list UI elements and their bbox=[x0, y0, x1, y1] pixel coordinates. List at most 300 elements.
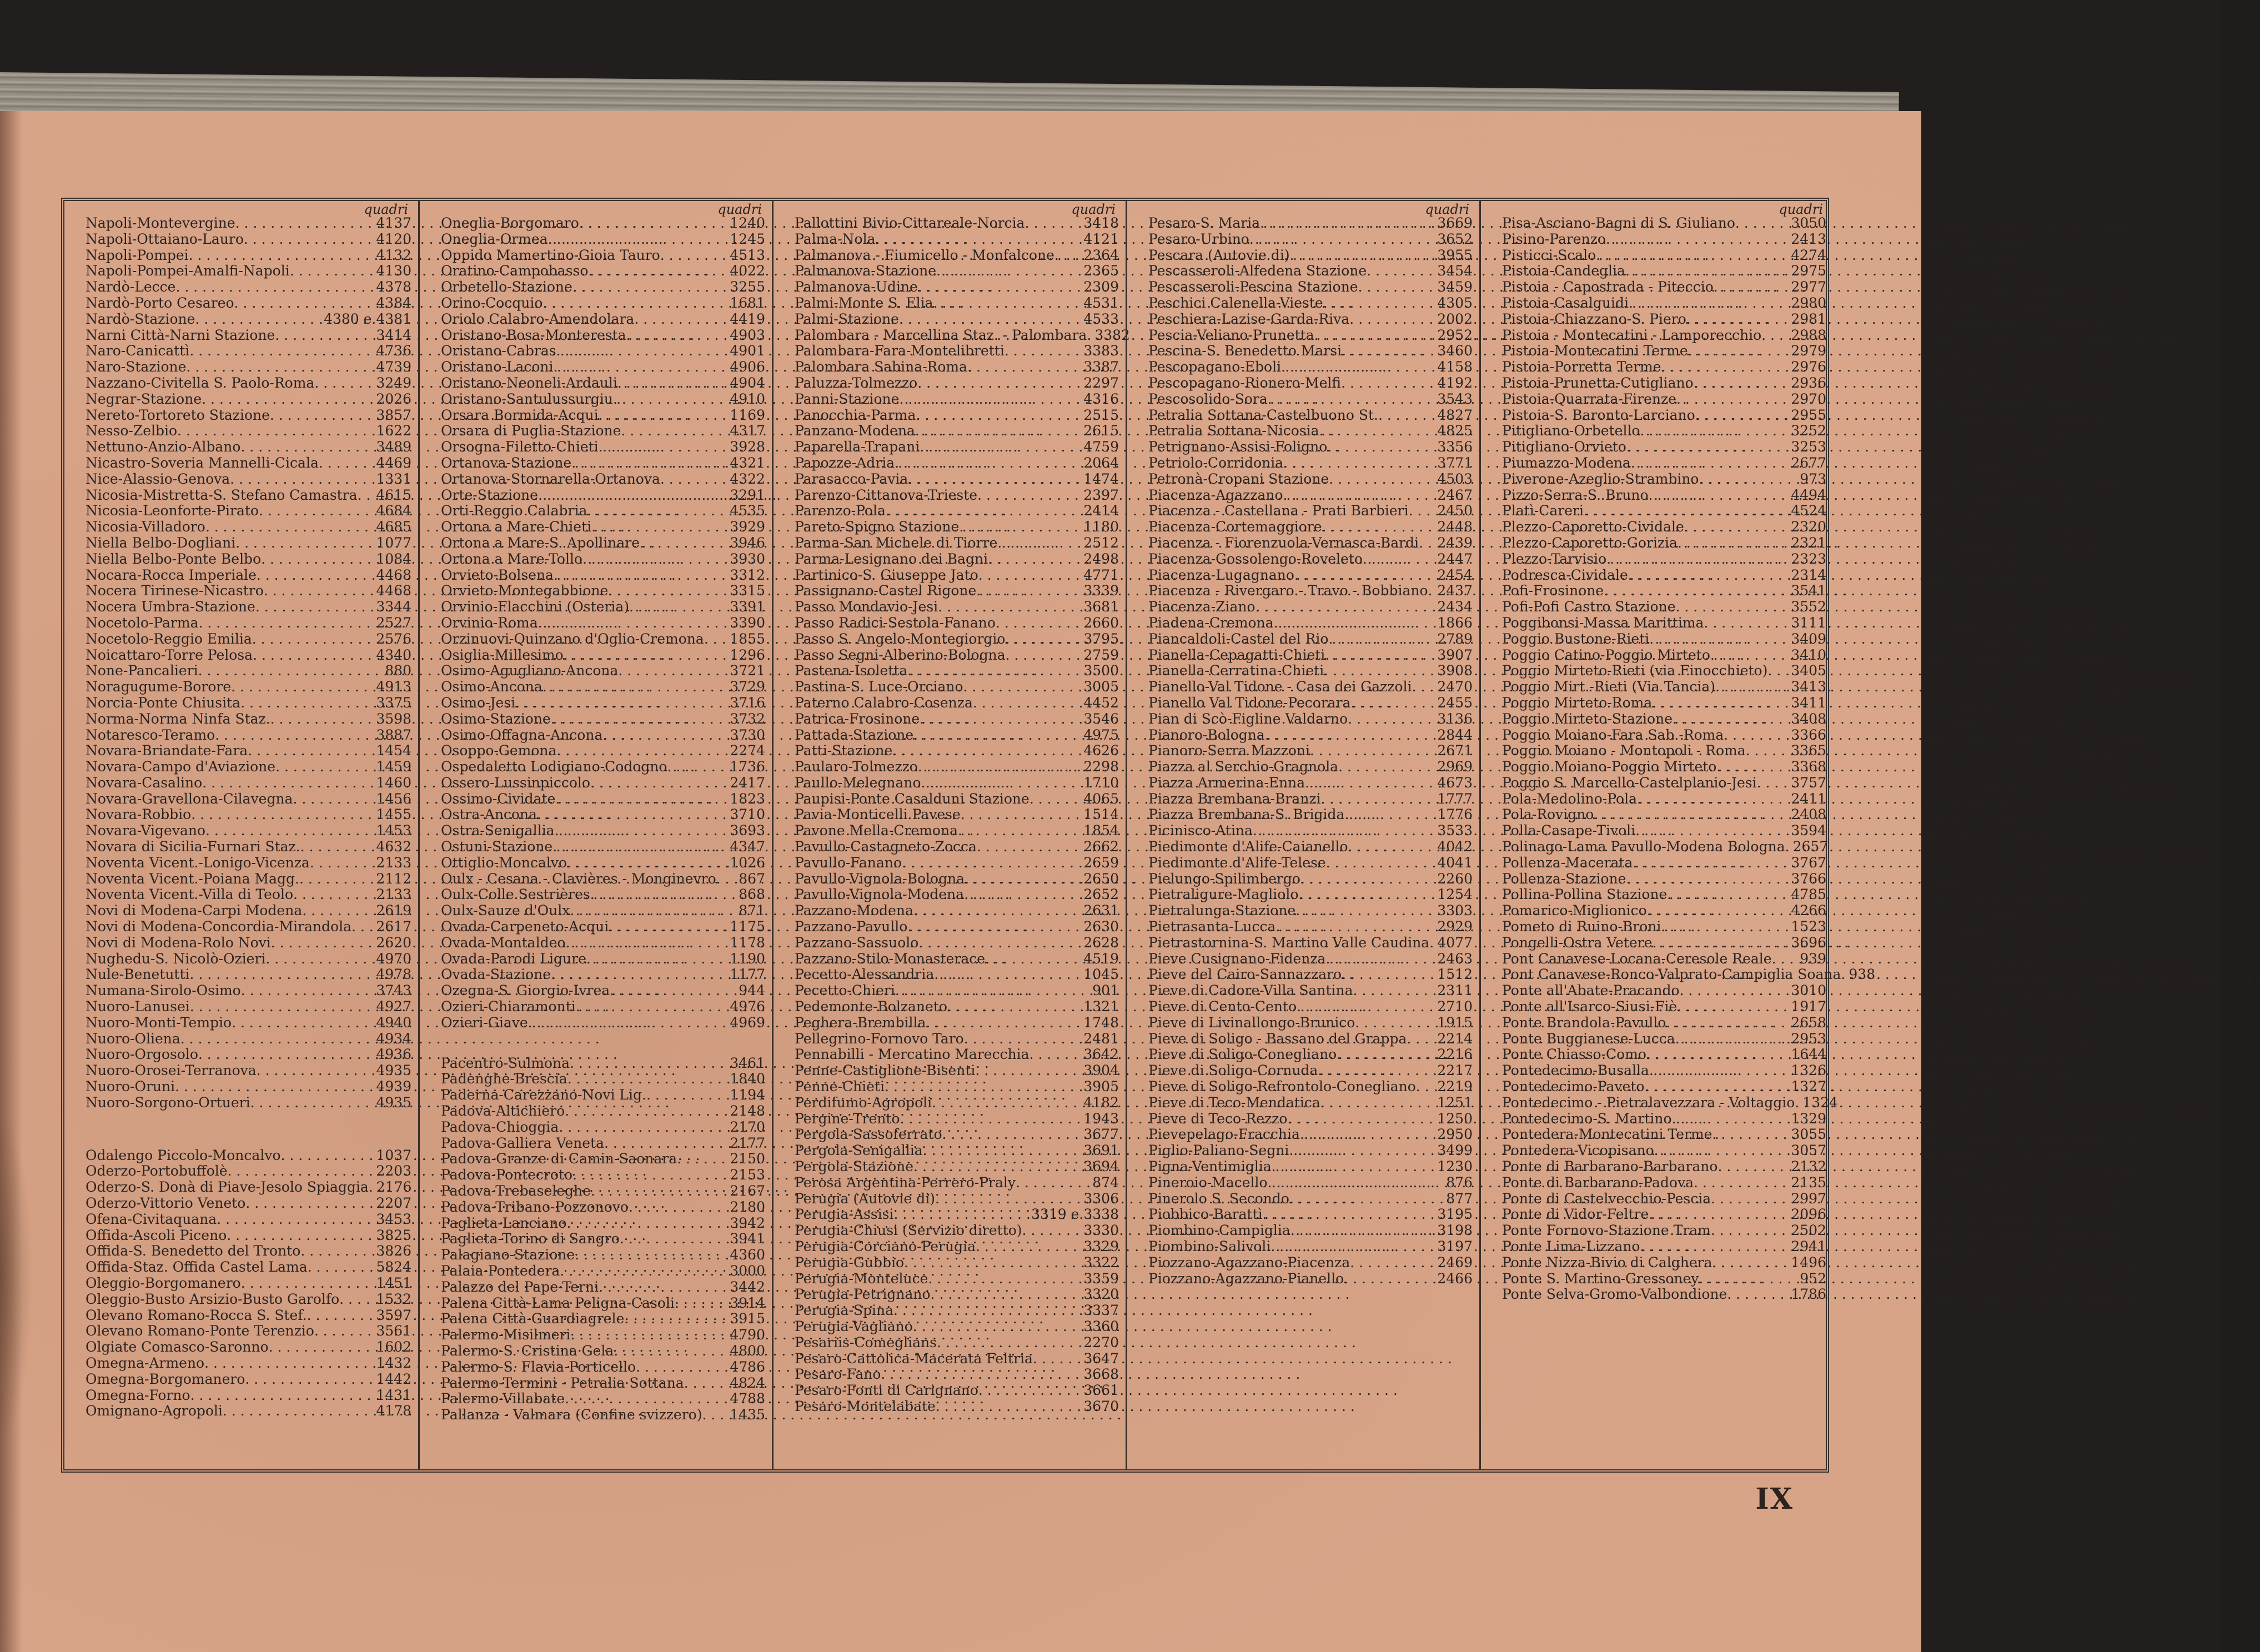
dot-leader bbox=[1263, 1207, 1435, 1223]
dot-leader bbox=[537, 807, 727, 823]
table-number: 3887 bbox=[376, 726, 411, 743]
table-number: 3766 bbox=[1791, 870, 1826, 887]
route-name: Nardò-Stazione bbox=[86, 310, 195, 327]
table-number: 3594 bbox=[1791, 822, 1826, 839]
dot-leader bbox=[205, 519, 374, 535]
dot-leader bbox=[626, 328, 728, 344]
route-name: Pollina-Pollina Stazione bbox=[1502, 886, 1668, 903]
index-entry bbox=[1502, 615, 1826, 631]
index-entry bbox=[1148, 823, 1473, 839]
index-entry bbox=[441, 232, 765, 248]
dot-leader bbox=[300, 1243, 374, 1259]
route-name: Pisino-Parenzo bbox=[1502, 230, 1606, 247]
route-name: Pontedera-Montecatini Terme bbox=[1502, 1126, 1712, 1143]
dot-leader bbox=[920, 439, 1081, 455]
dot-leader bbox=[1715, 679, 1789, 695]
route-name: Notaresco-Teramo bbox=[86, 726, 215, 743]
route-name: Osimo-Jesi bbox=[441, 694, 516, 711]
index-entry bbox=[795, 423, 1119, 439]
dot-leader bbox=[599, 439, 728, 455]
dot-leader bbox=[1274, 615, 1435, 631]
index-entry bbox=[441, 1103, 765, 1119]
table-number: 1169 bbox=[730, 406, 765, 423]
table-number: 3344 bbox=[376, 599, 411, 615]
dot-leader bbox=[1767, 663, 1789, 679]
dot-leader bbox=[1772, 951, 1798, 967]
index-entry bbox=[1502, 359, 1826, 375]
table-number: 3050 bbox=[1791, 215, 1826, 231]
index-entry bbox=[1148, 215, 1473, 232]
route-name: Petralia Sottana-Castelbuono St. bbox=[1148, 406, 1378, 423]
route-name: Ostuni-Stazione bbox=[441, 838, 553, 855]
route-name: Paluzza-Tolmezzo bbox=[795, 374, 918, 391]
dot-leader bbox=[1342, 967, 1435, 983]
index-entry bbox=[441, 1071, 765, 1087]
table-number: 2941 bbox=[1791, 1238, 1826, 1254]
route-name: Piobbico-Barattì bbox=[1148, 1206, 1263, 1223]
table-number: 4513 bbox=[730, 247, 765, 263]
table-number: 3721 bbox=[730, 662, 765, 679]
dot-leader bbox=[1249, 232, 1435, 248]
index-entry bbox=[1502, 583, 1826, 599]
index-entry bbox=[795, 1159, 1119, 1175]
table-number: 3757 bbox=[1791, 774, 1826, 791]
dot-leader bbox=[293, 887, 374, 903]
route-name: Oulx-Sauze d'Oulx bbox=[441, 902, 570, 919]
route-name: Pianoro-Bologna bbox=[1148, 726, 1265, 743]
route-name: Ozieri-Chiaramonti bbox=[441, 998, 576, 1015]
index-entry bbox=[1148, 263, 1473, 279]
route-name: Passo Segni-Alberino-Bologna bbox=[795, 646, 1006, 663]
dot-leader bbox=[271, 935, 374, 951]
table-number: 2064 bbox=[1083, 454, 1119, 471]
route-name: Pieve di Livinallongo-Brunico bbox=[1148, 1014, 1355, 1031]
index-entry bbox=[1502, 519, 1826, 535]
route-name: Osimo-Agugliano-Ancona bbox=[441, 662, 619, 679]
table-number: 4825 bbox=[1437, 423, 1473, 439]
dot-leader bbox=[1289, 1191, 1444, 1207]
table-number: 4340 bbox=[376, 646, 411, 663]
route-name: Pievepelago-Fracchia bbox=[1148, 1126, 1300, 1143]
index-entry bbox=[441, 935, 765, 951]
dot-leader bbox=[975, 1063, 1081, 1079]
table-number: 2936 bbox=[1791, 374, 1826, 391]
table-number: 3391 bbox=[730, 599, 765, 615]
dot-leader bbox=[202, 775, 374, 791]
table-number: 4934 bbox=[376, 1030, 411, 1047]
dot-leader bbox=[621, 423, 727, 439]
index-entry bbox=[1148, 887, 1473, 903]
table-number: 3320 bbox=[1083, 1286, 1119, 1303]
dot-leader bbox=[1714, 279, 1789, 295]
dot-leader bbox=[985, 951, 1081, 967]
route-name: Perugia-Vagliano bbox=[795, 1318, 913, 1334]
index-entry bbox=[441, 343, 765, 359]
dot-leader bbox=[967, 359, 1081, 375]
index-entry bbox=[441, 919, 765, 935]
index-entry bbox=[86, 807, 411, 823]
index-entry bbox=[441, 1247, 765, 1263]
index-column-4 bbox=[1126, 201, 1479, 1469]
table-number: 4935 bbox=[376, 1062, 411, 1079]
route-name: Novi di Modena-Carpi Modena bbox=[86, 902, 303, 919]
route-name: Padova-Galliera Veneta bbox=[441, 1134, 604, 1151]
index-entry bbox=[1148, 535, 1473, 551]
table-number: 1786 bbox=[1791, 1286, 1826, 1303]
index-entry bbox=[1148, 439, 1473, 455]
route-name: Nicosia-Mistretta-S. Stefano Camastra bbox=[86, 486, 358, 503]
table-number: 1331 bbox=[376, 470, 411, 487]
index-entry bbox=[795, 471, 1119, 488]
table-number: 3319 e 3338 bbox=[1031, 1206, 1119, 1223]
route-name: Ossero-Lussinpiccolo bbox=[441, 774, 590, 791]
dot-leader bbox=[1320, 1095, 1435, 1111]
table-number: 4771 bbox=[1083, 566, 1119, 583]
index-entry bbox=[441, 775, 765, 791]
table-number: 2176 bbox=[376, 1179, 412, 1196]
dot-leader bbox=[704, 631, 728, 647]
dot-leader bbox=[1626, 871, 1789, 887]
route-name: Poggio Mirteto-Stazione bbox=[1502, 710, 1673, 727]
dot-leader bbox=[917, 375, 1081, 391]
table-number: 4384 bbox=[376, 294, 411, 311]
index-entry bbox=[1502, 1175, 1826, 1191]
table-number: 3414 bbox=[376, 327, 411, 343]
route-name: Pescara (Autovie di) bbox=[1148, 247, 1290, 263]
route-name: Olevano Romano-Ponte Terenzio bbox=[86, 1323, 314, 1339]
dot-leader bbox=[1319, 423, 1435, 439]
route-name: Olevano Romano-Rocca S. Stef. bbox=[86, 1307, 307, 1323]
route-name: Poggio Mirteto-Roma bbox=[1502, 694, 1653, 711]
dot-leader bbox=[275, 759, 374, 775]
index-entry bbox=[1502, 1239, 1826, 1255]
dot-leader bbox=[1673, 711, 1789, 727]
route-name: Paparella-Trapani bbox=[795, 439, 920, 455]
dot-leader bbox=[252, 631, 374, 647]
table-number: 4519 bbox=[1083, 950, 1119, 967]
route-name: Ponte Nizza-Bivio di Calghera bbox=[1502, 1254, 1712, 1271]
table-number: 3825 bbox=[376, 1227, 411, 1243]
table-number: 2411 bbox=[1791, 790, 1826, 807]
dot-leader bbox=[1584, 503, 1789, 519]
table-number: 3914 bbox=[730, 1294, 765, 1311]
route-name: Pergola-Sassoferrato bbox=[795, 1126, 942, 1143]
dot-leader bbox=[634, 312, 727, 328]
table-number: 3136 bbox=[1437, 710, 1473, 727]
route-name: Offida-Staz. Offida Castel Lama bbox=[86, 1259, 308, 1276]
route-name: Nule-Benetutti bbox=[86, 966, 190, 983]
route-name: Peschici Calenella-Vieste bbox=[1148, 294, 1323, 311]
route-name: Polla-Casape-Tivoli bbox=[1502, 822, 1636, 839]
dot-leader bbox=[1338, 759, 1435, 775]
index-entry bbox=[1502, 743, 1826, 759]
index-entry bbox=[441, 647, 765, 664]
index-entry bbox=[1502, 919, 1826, 935]
table-number: 2321 bbox=[1791, 534, 1826, 551]
route-name: Piombino-Salivoli bbox=[1148, 1238, 1271, 1254]
table-number: 4041 bbox=[1437, 854, 1473, 871]
route-name: Pian di Scò-Figline Valdarno bbox=[1148, 710, 1348, 727]
dot-leader bbox=[1295, 903, 1435, 919]
table-number: 4759 bbox=[1083, 439, 1119, 455]
column-rows bbox=[795, 215, 1130, 1415]
table-number: 4935 bbox=[376, 1094, 411, 1111]
table-number: 2481 bbox=[1083, 1030, 1119, 1047]
table-number: 3312 bbox=[730, 566, 765, 583]
dot-leader bbox=[190, 999, 374, 1015]
dot-leader bbox=[587, 503, 727, 519]
dot-leader bbox=[1287, 1111, 1435, 1127]
index-entry bbox=[1148, 1079, 1473, 1095]
route-name: Piverone-Azeglio-Strambino bbox=[1502, 470, 1699, 487]
index-entry bbox=[441, 999, 765, 1015]
route-name: Piacenza-Lugagnano bbox=[1148, 566, 1294, 583]
dot-leader bbox=[684, 1375, 728, 1392]
route-name: Pistoia-Porretta Terme bbox=[1502, 359, 1661, 375]
table-number: 2214 bbox=[1437, 1030, 1473, 1047]
route-name: Palmanova-Udine bbox=[795, 279, 918, 295]
dot-leader bbox=[1640, 423, 1789, 439]
index-entry bbox=[795, 759, 1119, 775]
index-entry bbox=[441, 823, 765, 839]
dot-leader bbox=[555, 823, 728, 839]
dot-leader bbox=[1355, 1015, 1435, 1031]
table-number: 1455 bbox=[376, 806, 411, 823]
index-entry bbox=[1502, 983, 1826, 999]
route-name: Palombara Sabina-Roma bbox=[795, 359, 968, 375]
dot-leader bbox=[640, 535, 727, 551]
dot-leader bbox=[244, 232, 374, 248]
route-name: Palmanova - Fiumicello - Monfalcone bbox=[795, 247, 1054, 263]
index-entry bbox=[86, 375, 411, 391]
route-name: Piacenza-Agazzano bbox=[1148, 486, 1283, 503]
table-number: 2576 bbox=[376, 630, 411, 647]
table-number: 3942 bbox=[730, 1214, 765, 1231]
table-number: 2619 bbox=[376, 902, 411, 919]
table-number: 4077 bbox=[1437, 934, 1473, 951]
dot-leader bbox=[1290, 1223, 1435, 1239]
index-entry bbox=[1502, 1079, 1826, 1095]
index-entry bbox=[441, 1183, 765, 1199]
route-name: Pisa-Asciano-Bagni di S. Giuliano bbox=[1502, 215, 1735, 231]
route-name: Oristano-Santulussurgiu bbox=[441, 390, 614, 407]
table-number: 3946 bbox=[730, 534, 765, 551]
index-entry bbox=[1148, 1015, 1473, 1031]
table-number: 2955 bbox=[1791, 406, 1826, 423]
dot-leader bbox=[1649, 1207, 1789, 1223]
table-number: 2975 bbox=[1791, 263, 1826, 279]
table-number: 4533 bbox=[1083, 310, 1119, 327]
index-entry bbox=[441, 679, 765, 695]
dot-leader bbox=[299, 871, 374, 887]
table-number: 4800 bbox=[730, 1342, 765, 1359]
dot-leader bbox=[1255, 599, 1435, 615]
table-number: 1523 bbox=[1791, 918, 1826, 935]
table-number: 2950 bbox=[1437, 1126, 1473, 1143]
column-header: quadri bbox=[364, 202, 408, 217]
table-number: 1644 bbox=[1791, 1046, 1826, 1063]
table-number: 4468 bbox=[376, 583, 411, 599]
route-name: Piancaldoli-Castel del Rio bbox=[1148, 630, 1329, 647]
index-entry bbox=[1502, 375, 1826, 391]
table-number: 2413 bbox=[1791, 230, 1826, 247]
table-number: 4321 bbox=[730, 454, 765, 471]
route-name: Pieve di Teco-Rezzo bbox=[1148, 1110, 1288, 1127]
table-number: 4903 bbox=[730, 327, 765, 343]
index-entry bbox=[795, 839, 1119, 855]
index-entry bbox=[1148, 935, 1473, 951]
dot-leader bbox=[1711, 1191, 1789, 1207]
table-number: 1456 bbox=[376, 790, 411, 807]
route-name: Ponte Buggianese-Lucca bbox=[1502, 1030, 1675, 1047]
index-entry bbox=[1502, 551, 1826, 568]
table-number: 4130 bbox=[376, 263, 411, 279]
route-name: Pianello-Val Tidone - Casa dei Gazzoli bbox=[1148, 679, 1412, 695]
dot-leader bbox=[936, 1399, 1081, 1415]
index-entry bbox=[795, 1063, 1119, 1079]
dot-leader bbox=[976, 583, 1081, 599]
table-number: 3442 bbox=[730, 1278, 765, 1295]
index-entry bbox=[795, 823, 1119, 839]
route-name: Oulx - Cesana - Clavières - Monginevro bbox=[441, 870, 716, 887]
route-name: Oratino-Campobasso bbox=[441, 263, 589, 279]
index-entry bbox=[441, 263, 765, 279]
index-entry bbox=[1502, 503, 1826, 519]
table-number: 3461 bbox=[730, 1055, 765, 1071]
table-number: 2270 bbox=[1083, 1334, 1119, 1350]
index-entry bbox=[441, 1151, 765, 1167]
route-name: Ovada-Stazione bbox=[441, 966, 551, 983]
index-entry bbox=[441, 439, 765, 455]
route-name: Norma-Norma Ninfa Staz. bbox=[86, 710, 270, 727]
table-number: 1710 bbox=[1083, 774, 1119, 791]
table-number: 3929 bbox=[730, 519, 765, 535]
table-number: 4736 bbox=[376, 343, 411, 359]
dot-leader bbox=[566, 1216, 727, 1232]
dot-leader bbox=[275, 328, 374, 344]
route-name: Paglieta-Torino di Sangro bbox=[441, 1231, 620, 1247]
index-entry bbox=[1502, 599, 1826, 615]
route-name: Piazza Brembana-Branzi bbox=[1148, 790, 1321, 807]
dot-leader bbox=[1761, 328, 1789, 344]
dot-leader bbox=[1344, 1271, 1435, 1287]
route-name: Pennabilli - Mercatino Marecchia bbox=[795, 1046, 1029, 1063]
dot-leader bbox=[1661, 359, 1789, 375]
dot-leader bbox=[1686, 312, 1789, 328]
index-entry bbox=[441, 967, 765, 983]
dot-leader bbox=[553, 359, 727, 375]
table-number: 4939 bbox=[376, 1078, 411, 1095]
dot-leader bbox=[205, 823, 374, 839]
table-number: 3453 bbox=[376, 1211, 411, 1227]
section-gap bbox=[86, 1111, 411, 1123]
dot-leader bbox=[904, 1255, 1081, 1271]
table-number: 1866 bbox=[1437, 614, 1473, 631]
table-number: 3661 bbox=[1083, 1382, 1119, 1399]
route-name: Nicosia-Villadoro bbox=[86, 519, 205, 535]
dot-leader bbox=[538, 615, 728, 631]
table-number: 4788 bbox=[730, 1390, 765, 1407]
dot-leader bbox=[1710, 647, 1789, 664]
route-name: Novara-Briandate-Fara bbox=[86, 742, 248, 759]
table-number: 1602 bbox=[376, 1339, 411, 1355]
dot-leader bbox=[586, 951, 727, 967]
route-name: Negrar-Stazione bbox=[86, 390, 202, 407]
table-number: 4469 bbox=[376, 454, 411, 471]
table-number: 3303 bbox=[1437, 902, 1473, 919]
dot-leader bbox=[245, 1196, 374, 1212]
table-number: 2970 bbox=[1791, 390, 1826, 407]
route-name: Perugia-Assisi bbox=[795, 1206, 894, 1223]
index-entry bbox=[86, 439, 411, 455]
index-entry bbox=[1148, 1175, 1473, 1191]
dot-leader bbox=[936, 263, 1081, 279]
table-number: 1045 bbox=[1083, 966, 1119, 983]
index-entry bbox=[1502, 887, 1826, 903]
route-name: Pesaro-Montelabate bbox=[795, 1398, 936, 1414]
table-number: 4158 bbox=[1437, 359, 1473, 375]
table-number: 2466 bbox=[1437, 1270, 1473, 1287]
dot-leader bbox=[1297, 999, 1435, 1015]
dot-leader bbox=[947, 999, 1081, 1015]
dot-leader bbox=[636, 1359, 727, 1375]
table-number: 4503 bbox=[1437, 470, 1473, 487]
index-entry bbox=[441, 1296, 765, 1312]
table-number: 2314 bbox=[1791, 566, 1826, 583]
table-number: 1037 bbox=[376, 1147, 411, 1163]
route-name: Osimo-Offagna-Ancona bbox=[441, 726, 603, 743]
dot-leader bbox=[893, 1207, 1029, 1223]
route-name: Pavia-Monticelli Pavese bbox=[795, 806, 961, 823]
dot-leader bbox=[1675, 1031, 1789, 1047]
index-entry bbox=[1148, 455, 1473, 471]
table-number: 1512 bbox=[1437, 966, 1473, 983]
index-entry bbox=[795, 1079, 1119, 1095]
index-entry bbox=[86, 711, 411, 727]
route-name: Paterno Calabro-Cosenza bbox=[795, 694, 973, 711]
dot-leader bbox=[270, 408, 374, 424]
route-name: Pescosolido-Sora bbox=[1148, 390, 1268, 407]
table-number: 2463 bbox=[1437, 950, 1473, 967]
route-name: Piazza al Serchio-Gragnola bbox=[1148, 759, 1339, 775]
table-number: 1327 bbox=[1791, 1078, 1826, 1095]
index-entry bbox=[441, 1311, 765, 1327]
route-name: Penne-Castiglione-Bisenti bbox=[795, 1062, 976, 1079]
table-number: 3253 bbox=[1791, 439, 1826, 455]
index-entry bbox=[1502, 408, 1826, 424]
route-name: Narni Città-Narni Stazione bbox=[86, 327, 275, 343]
table-number: 2177 bbox=[730, 1134, 765, 1151]
index-entry bbox=[795, 871, 1119, 887]
index-entry bbox=[1502, 248, 1826, 264]
table-number: 3928 bbox=[730, 439, 765, 455]
dot-leader bbox=[250, 1095, 374, 1111]
index-entry bbox=[441, 983, 765, 999]
table-number: 3411 bbox=[1791, 694, 1826, 711]
dot-leader bbox=[339, 1292, 374, 1308]
column-header: quadri bbox=[1425, 202, 1469, 217]
route-name: Orte-Stazione bbox=[441, 486, 538, 503]
route-name: Ozieri-Giave bbox=[441, 1014, 528, 1031]
index-entry bbox=[1148, 375, 1473, 391]
index-entry bbox=[86, 631, 411, 647]
table-number: 3010 bbox=[1791, 982, 1826, 999]
index-table bbox=[61, 198, 1876, 1473]
route-name: Pescopagano-Eboli bbox=[1148, 359, 1282, 375]
route-name: Pistoia-Prunetta-Cutigliano bbox=[1502, 374, 1694, 391]
route-name: Parenzo-Pola bbox=[795, 503, 886, 519]
dot-leader bbox=[555, 791, 727, 807]
